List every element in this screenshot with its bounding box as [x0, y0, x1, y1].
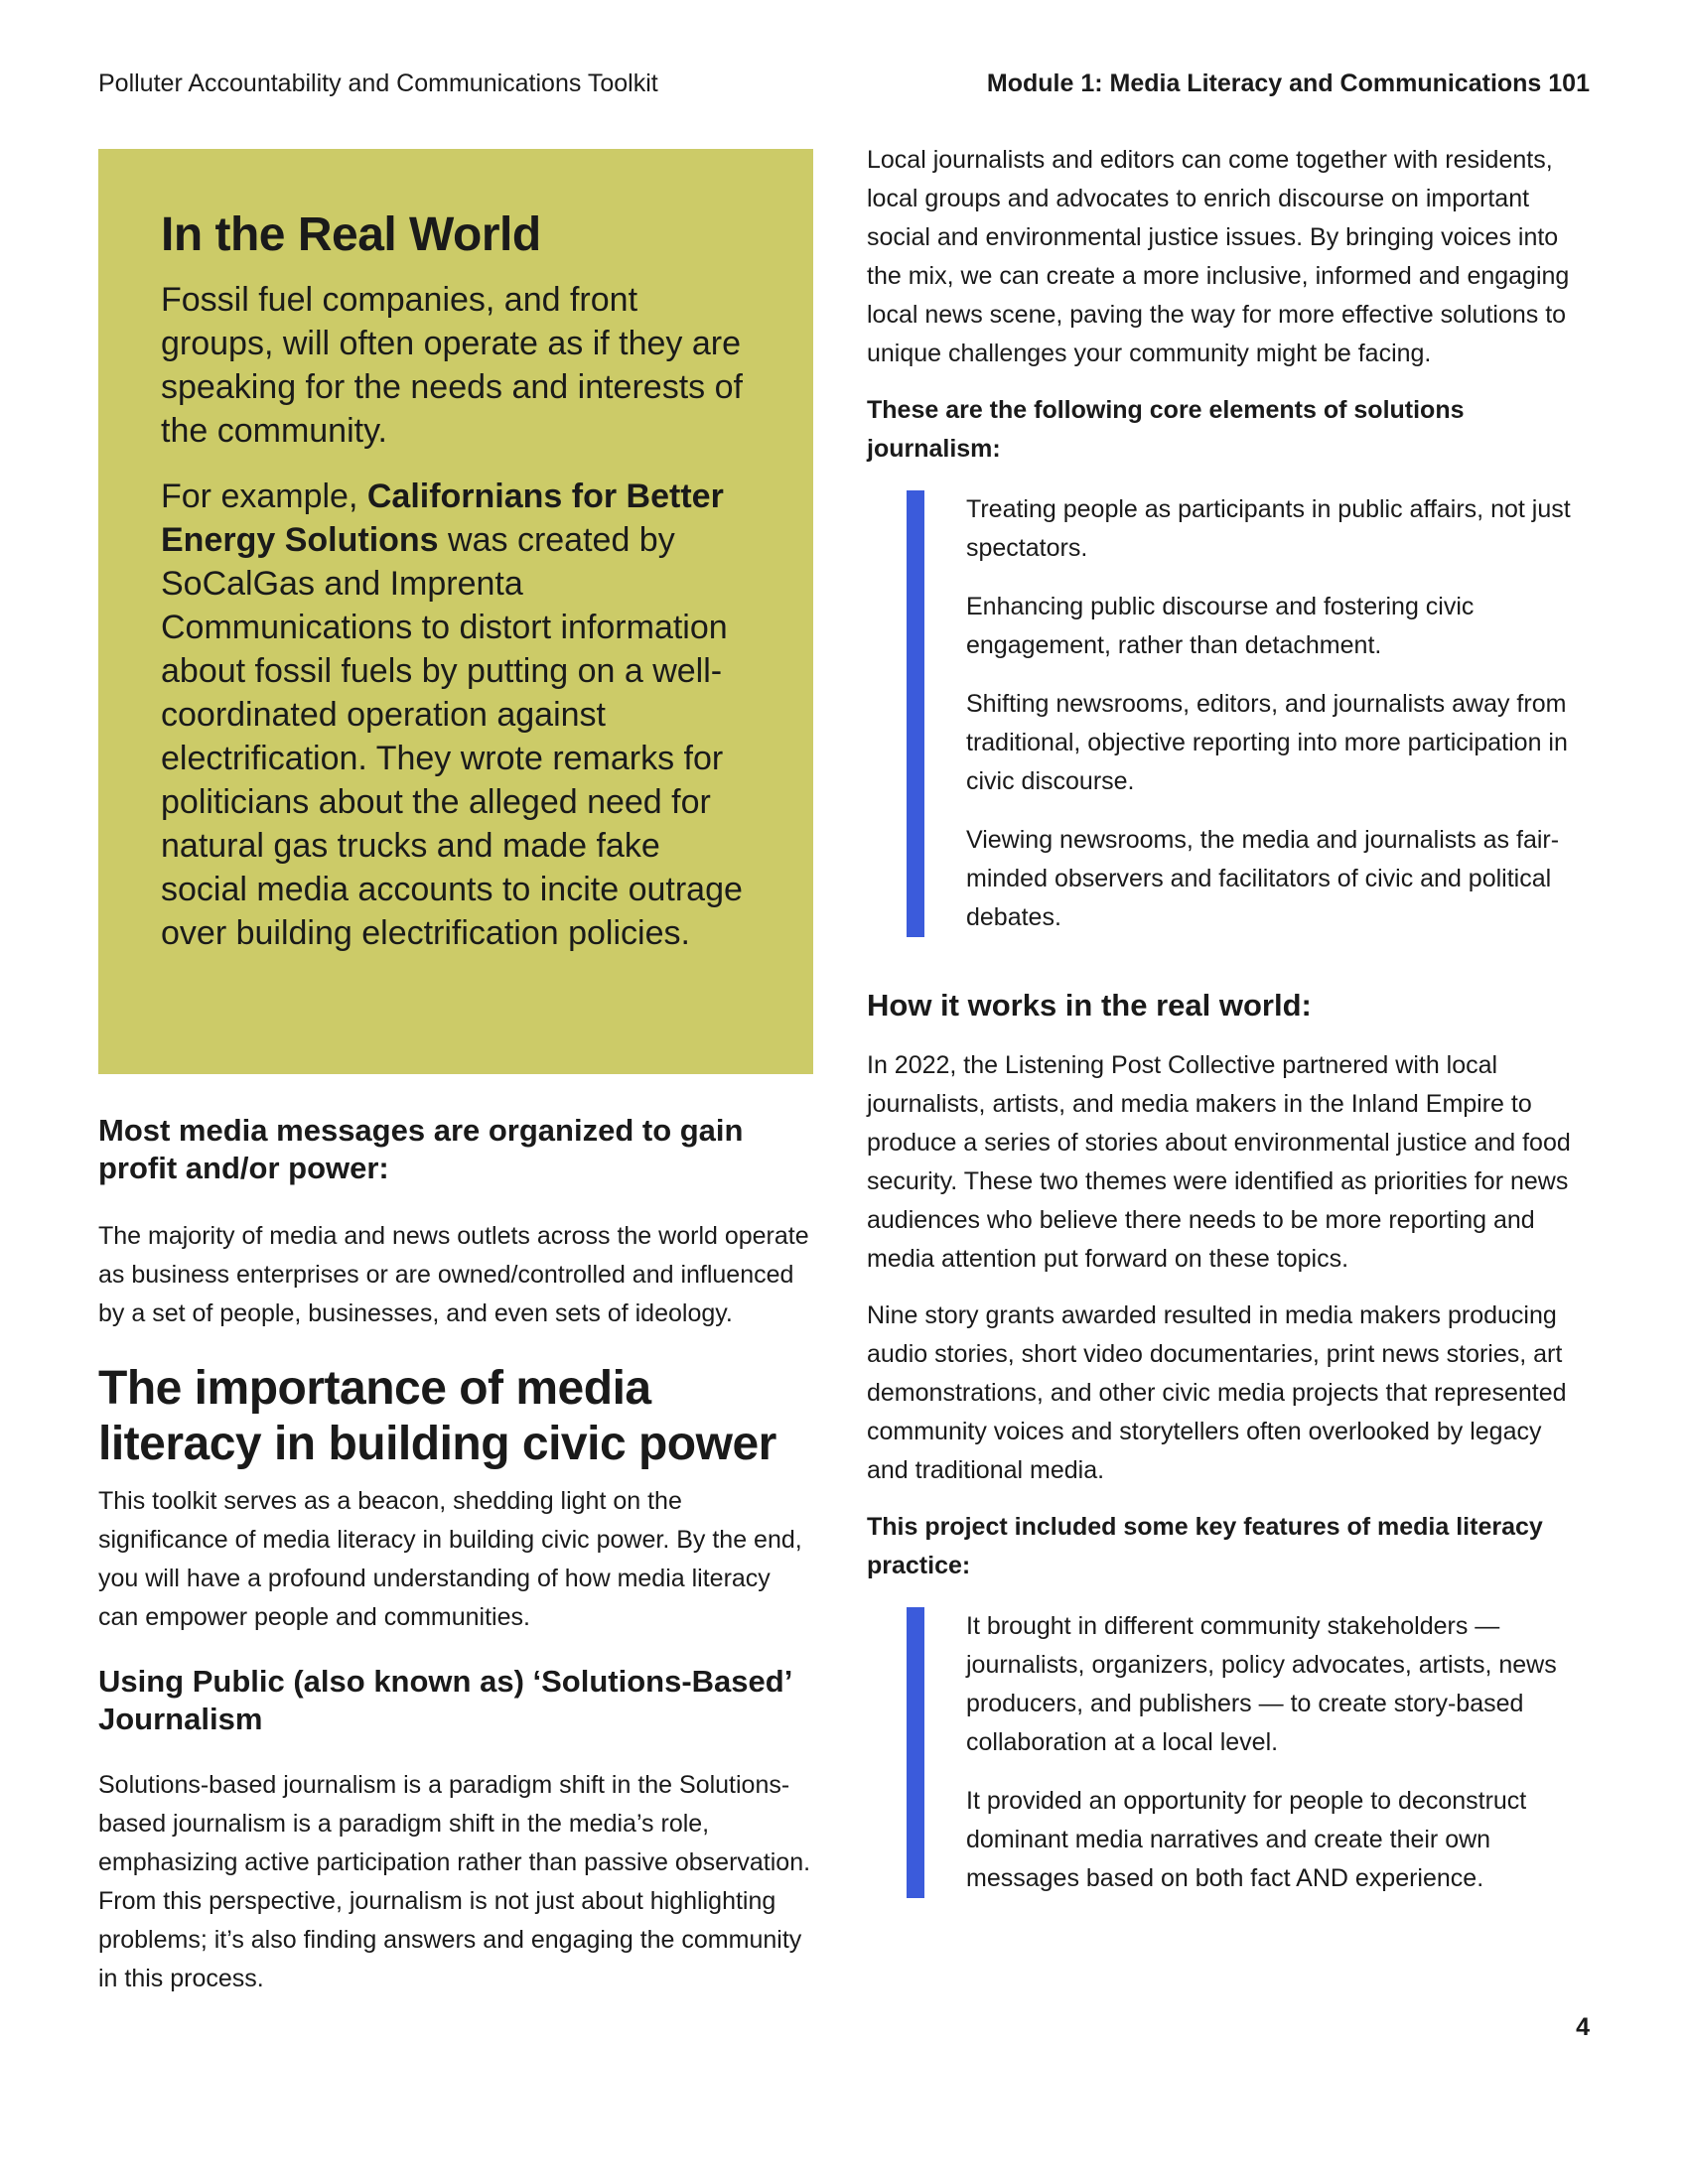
paragraph-story-grants: Nine story grants awarded resulted in media makers producing audio stories, short video documentaries, print news stories, art demonstrations, and other civic media projects that represented community voices and storytellers often overlooked by legacy and traditional media.	[867, 1301, 1567, 1484]
callout-p2-prefix: For example,	[161, 477, 367, 515]
callout-p2-bold: Californians for Better Energy Solutions	[161, 477, 724, 559]
callout-p2-suffix: was created by SoCalGas and Imprenta Communications to distort information about fossil fuels by putting on a well-coordinated operation against electrification. They wrote remarks for politicians about the alleged need for natural gas trucks and made fake social media accounts to incite outrage over building electrification policies.	[161, 520, 743, 952]
callout-paragraph-2	[161, 475, 754, 955]
paragraph-media-messages: The majority of media and news outlets across the world operate as business enterprises or are owned/controlled and influenced by a set of people, businesses, and even sets of ideology.	[98, 1222, 809, 1327]
paragraph-2022: In 2022, the Listening Post Collective partnered with local journalists, artists, and media makers in the Inland Empire to produce a series of stories about environmental justice and food security. These two themes were identified as priorities for news audiences who believe there needs to be more reporting and media attention put forward on these topics.	[867, 1051, 1571, 1273]
running-header-title: Polluter Accountability and Communications Toolkit	[98, 69, 658, 97]
right-column	[867, 141, 1590, 1898]
left-column	[98, 149, 813, 1998]
callout-paragraph-1: Fossil fuel companies, and front groups, will often operate as if they are speaking for the needs and interests of the community.	[161, 280, 743, 450]
paragraph-importance: This toolkit serves as a beacon, shedding light on the significance of media literacy in building civic power. By the end, you will have a profound understanding of how media literacy can empower people and communities.	[98, 1487, 802, 1631]
paragraph-public-journalism: Solutions-based journalism is a paradigm shift in the Solutions-based journalism is a paradigm shift in the media’s role, emphasizing active participation rather than passive observation. From this perspective, journalism is not just about highlighting problems; it’s also finding answers and engaging the community in this process.	[98, 1771, 811, 1992]
heading-importance: The importance of media literacy in building civic power	[98, 1362, 776, 1470]
real-world-callout	[98, 149, 813, 1074]
page-number: 4	[1576, 2013, 1590, 2041]
list-item: It provided an opportunity for people to deconstruct dominant media narratives and create their own messages based on both fact AND experience.	[966, 1787, 1527, 1892]
heading-core-elements: These are the following core elements of solutions journalism:	[867, 396, 1465, 463]
list-item: Shifting newsrooms, editors, and journalists away from traditional, objective reporting into more participation in civic discourse.	[966, 690, 1568, 795]
paragraph-intro: Local journalists and editors can come together with residents, local groups and advocates to enrich discourse on important social and environmental justice issues. By bringing voices into the mix, we can create a more inclusive, informed and engaging local news scene, paving the way for more effective solutions to unique challenges your community might be facing.	[867, 146, 1570, 367]
accent-bar	[907, 490, 924, 937]
accent-bar	[907, 1607, 924, 1898]
project-features-list	[867, 1607, 1590, 1898]
core-elements-list	[867, 490, 1590, 937]
list-item: Treating people as participants in public affairs, not just spectators.	[966, 495, 1571, 562]
running-header-module: Module 1: Media Literacy and Communications 101	[986, 69, 1590, 97]
heading-real-world: How it works in the real world:	[867, 988, 1312, 1023]
callout-title: In the Real World	[161, 208, 541, 261]
heading-public-journalism: Using Public (also known as) ‘Solutions-Based’ Journalism	[98, 1664, 791, 1736]
heading-project-features: This project included some key features of media literacy practice:	[867, 1513, 1543, 1579]
heading-media-messages: Most media messages are organized to gain profit and/or power:	[98, 1113, 744, 1185]
list-item: Viewing newsrooms, the media and journalists as fair-minded observers and facilitators of civic and political debates.	[966, 826, 1560, 931]
list-item: Enhancing public discourse and fostering civic engagement, rather than detachment.	[966, 593, 1475, 659]
list-item: It brought in different community stakeholders — journalists, organizers, policy advocates, artists, news producers, and publishers — to create story-based collaboration at a local level.	[966, 1612, 1557, 1756]
